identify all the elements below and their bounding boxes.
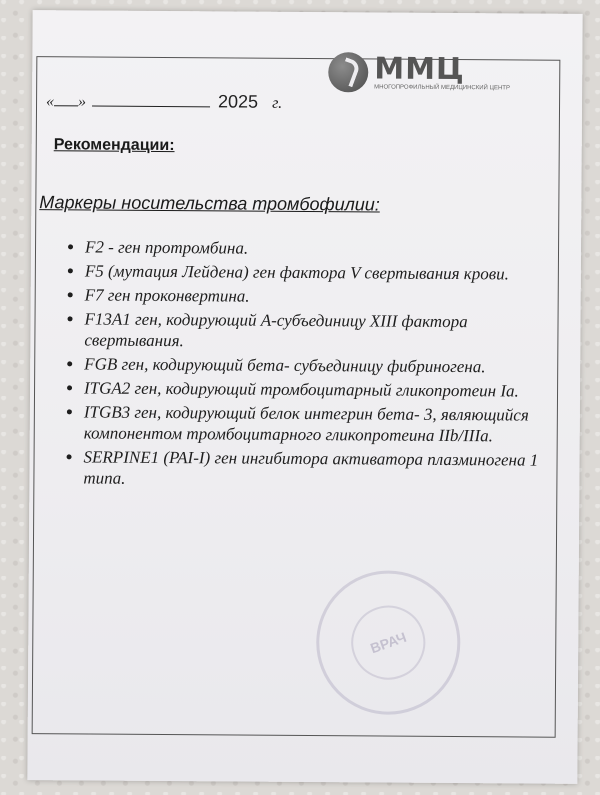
date-close-quote: »: [77, 93, 87, 111]
list-item: • F5 (мутация Лейдена) ген фактора V свертывания крови.: [85, 260, 555, 284]
list-item: • F13A1 ген, кодирующий А-субъединицу XIII фактора свертывания.: [84, 308, 554, 353]
list-item: • SERPINE1 (PAI-I) ген ингибитора активатора плазминогена 1 типа.: [83, 446, 553, 491]
stamp-center: ВРАЧ: [341, 595, 436, 690]
document-sheet: [27, 10, 582, 784]
date-year: 2025: [217, 91, 259, 112]
recommendations-heading: Рекомендации:: [53, 136, 175, 155]
list-item: • F7 ген проконвертина.: [85, 284, 555, 308]
month-blank: [92, 106, 210, 108]
date-line: [46, 90, 282, 113]
markers-subheading: Маркеры носительства тромбофилии:: [39, 192, 380, 215]
logo-name: ММЦ: [374, 50, 465, 87]
logo-subtitle: МНОГОПРОФИЛЬНЫЙ МЕДИЦИНСКИЙ ЦЕНТР: [374, 83, 511, 91]
logo-mark-icon: [328, 52, 368, 92]
date-suffix: г.: [272, 94, 283, 112]
markers-list: [49, 236, 555, 495]
doctor-stamp: [316, 570, 461, 715]
date-open-quote: «: [45, 93, 55, 111]
clinic-logo: [328, 52, 510, 93]
list-item: • F2 - ген протромбина.: [85, 236, 555, 260]
list-item: • ITGB3 ген, кодирующий белок интегрин бета- 3, являющийся компонентом тромбоцитарного гликопротеина IIb/IIIa.: [84, 401, 554, 446]
day-blank: [54, 105, 78, 106]
list-item: • FGB ген, кодирующий бета- субъединицу фибриногена.: [84, 353, 554, 377]
list-item: • ITGA2 ген, кодирующий тромбоцитарный гликопротеин Ia.: [84, 377, 554, 401]
